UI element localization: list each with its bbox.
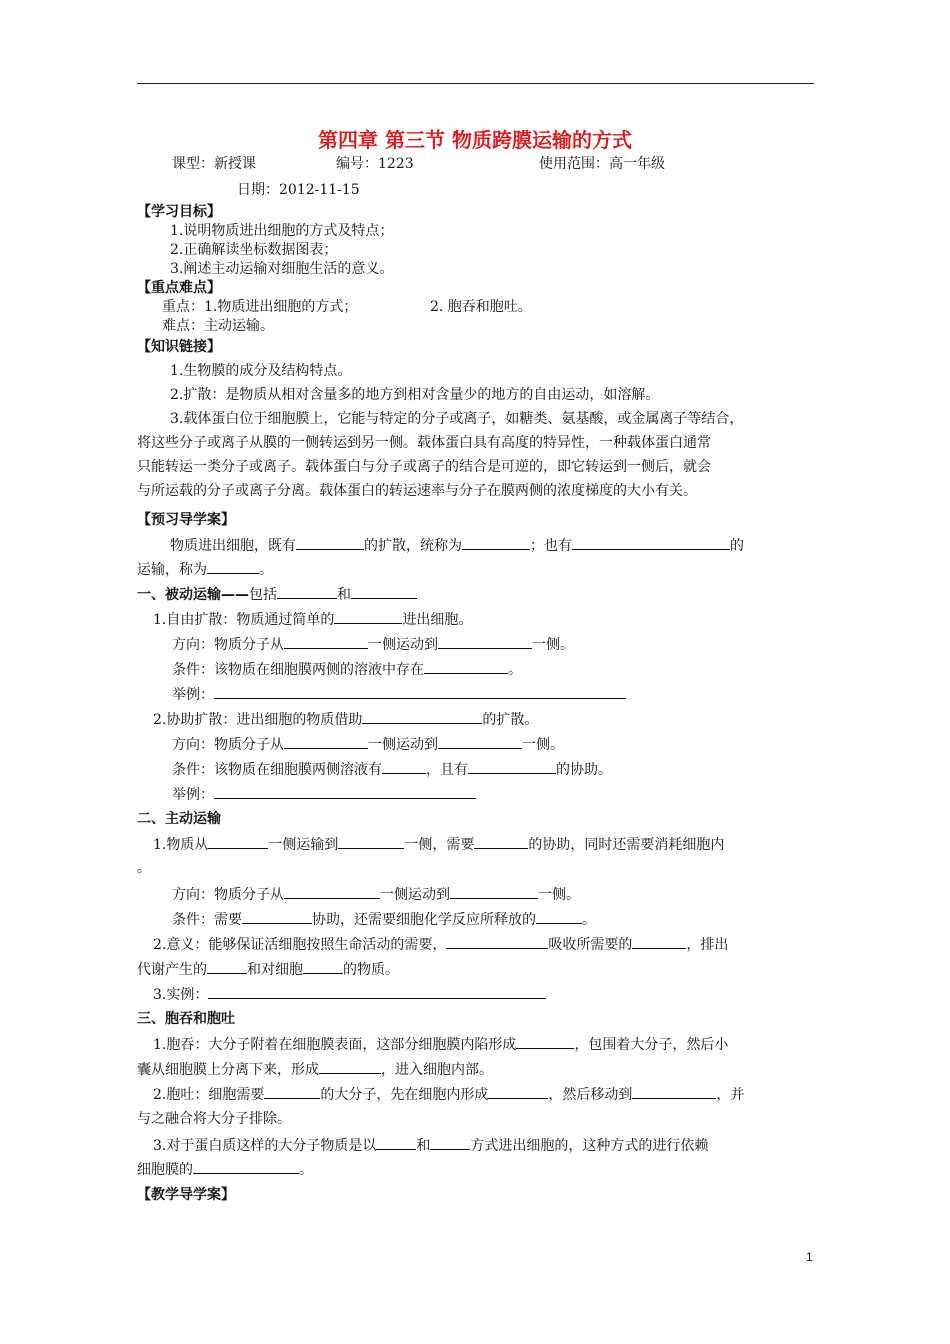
blank[interactable]	[376, 1136, 416, 1150]
active-text: 一侧。	[538, 887, 580, 903]
active-line	[153, 935, 728, 954]
passive-text: 1.自由扩散：物质通过简单的	[153, 612, 335, 628]
endo-text: 1.胞吞：大分子附着在细胞膜表面，这部分细胞膜内陷形成	[153, 1037, 517, 1053]
passive-text: 进出细胞。	[402, 612, 473, 628]
preview-line	[137, 560, 273, 579]
blank[interactable]	[214, 785, 476, 799]
blank[interactable]	[277, 585, 337, 599]
active-text: 3.实例：	[153, 987, 209, 1003]
link-text: 1.生物膜的成分及结构特点。	[170, 363, 352, 379]
blank[interactable]	[446, 935, 548, 949]
active-text: 2.意义：能够保证活细胞按照生命活动的需要，	[153, 937, 447, 953]
active-text: 吸收所需要的	[548, 937, 633, 953]
blank[interactable]	[284, 735, 368, 749]
preview-text: 物质进出细胞，既有	[170, 538, 296, 554]
passive-text: 一侧。	[522, 737, 564, 753]
passive-text: 举例：	[172, 687, 214, 703]
endo-text: ，包围着大分子，然后小	[574, 1037, 729, 1053]
blank[interactable]	[214, 685, 626, 699]
preview-text: ；也有	[530, 538, 572, 554]
passive-text: 。	[508, 662, 522, 678]
endo-text: 和	[416, 1138, 431, 1154]
passive-text: 一侧。	[532, 637, 574, 653]
endo-text: 方式进出细胞的，这种方式的进行依赖	[470, 1138, 709, 1154]
blank[interactable]	[474, 835, 528, 849]
header-rule	[137, 83, 814, 84]
endo-text: 的大分子，先在细胞内形成	[320, 1087, 489, 1103]
passive-line	[172, 785, 476, 804]
blank[interactable]	[284, 885, 380, 899]
endo-line	[153, 1136, 708, 1155]
active-text: 。	[582, 912, 596, 928]
endo-line	[137, 1060, 493, 1079]
blank[interactable]	[207, 960, 247, 974]
endo-text: 细胞膜的	[137, 1162, 193, 1178]
endo-text: 3.对于蛋白质这样的大分子物质是以	[153, 1138, 377, 1154]
blank[interactable]	[362, 710, 482, 724]
lesson-type: 课型：新授课	[172, 156, 256, 172]
blank[interactable]	[303, 960, 343, 974]
blank[interactable]	[351, 585, 417, 599]
endo-text: ，进入细胞内部。	[381, 1062, 493, 1078]
lesson-date: 日期：2012-11-15	[237, 182, 360, 198]
passive-text: ，且有	[426, 762, 468, 778]
endo-text: ，然后移动到	[548, 1087, 633, 1103]
active-line	[172, 910, 596, 929]
endo-line	[153, 1085, 744, 1104]
endo-text: 与之融合将大分子排除。	[137, 1111, 291, 1127]
passive-text: 一侧运动到	[368, 737, 438, 753]
active-text: 和对细胞	[247, 962, 303, 978]
preview-text: 的扩散，统称为	[364, 538, 462, 554]
passive-heading-line	[137, 585, 417, 604]
blank[interactable]	[207, 560, 259, 574]
blank[interactable]	[462, 536, 530, 550]
blank[interactable]	[264, 1085, 320, 1099]
section-heading-preview: 【预习导学案】	[137, 512, 235, 528]
endo-text: 2.胞吐：细胞需要	[153, 1087, 265, 1103]
blank[interactable]	[632, 935, 686, 949]
passive-text: 条件：该物质在细胞膜两侧的溶液中存在	[172, 662, 424, 678]
passive-text: 的扩散。	[482, 712, 539, 728]
passive-text: 和	[337, 587, 351, 603]
endo-text: 囊从细胞膜上分离下来，形成	[137, 1062, 319, 1078]
passive-text: 2.协助扩散：进出细胞的物质借助	[153, 712, 363, 728]
key-point: 重点：1.物质进出细胞的方式；	[162, 299, 358, 315]
blank[interactable]	[319, 1060, 381, 1074]
section-heading-keypoints: 【重点难点】	[137, 280, 221, 296]
active-text: 的协助，同时还需要消耗细胞内	[528, 837, 725, 853]
passive-line	[172, 660, 522, 679]
blank[interactable]	[382, 760, 426, 774]
passive-line	[153, 610, 472, 629]
endo-text: 。	[299, 1162, 313, 1178]
passive-line	[172, 760, 612, 779]
section-heading-active: 二、主动运输	[137, 811, 221, 827]
blank[interactable]	[208, 835, 268, 849]
section-heading-passive: 一、被动运输——	[137, 587, 249, 603]
active-text: 代谢产生的	[137, 962, 207, 978]
active-text: ，排出	[686, 937, 729, 953]
active-line	[153, 835, 724, 854]
blank[interactable]	[488, 1085, 548, 1099]
blank[interactable]	[208, 985, 546, 999]
active-text: 条件：需要	[172, 912, 242, 928]
active-line	[172, 885, 580, 904]
lesson-scope: 使用范围：高一年级	[539, 156, 665, 172]
active-text: 协助，还需要细胞化学反应所释放的	[312, 912, 536, 928]
passive-text: 的协助。	[556, 762, 612, 778]
link-text: 将这些分子或离子从膜的一侧转运到另一侧。载体蛋白具有高度的特异性，一种载体蛋白通常	[137, 435, 711, 451]
blank[interactable]	[516, 1035, 574, 1049]
blank[interactable]	[424, 660, 508, 674]
page-number: 1	[806, 1250, 813, 1264]
blank[interactable]	[572, 536, 730, 550]
passive-text: 包括	[249, 587, 277, 603]
endo-text: ，并	[716, 1087, 745, 1103]
preview-line	[170, 536, 744, 555]
key-point: 2. 胞吞和胞吐。	[430, 299, 532, 315]
blank[interactable]	[450, 885, 538, 899]
section-heading-endocytosis: 三、胞吞和胞吐	[137, 1011, 235, 1027]
active-text: 一侧运输到	[268, 837, 339, 853]
page-title: 第四章 第三节 物质跨膜运输的方式	[318, 128, 632, 152]
section-heading-teaching: 【教学导学案】	[137, 1187, 235, 1203]
preview-text: 的	[730, 538, 744, 554]
passive-text: 方向：物质分子从	[172, 637, 284, 653]
preview-text: 。	[259, 562, 273, 578]
passive-line	[172, 735, 564, 754]
passive-text: 方向：物质分子从	[172, 737, 284, 753]
goal-item: 1.说明物质进出细胞的方式及特点；	[170, 223, 394, 239]
blank[interactable]	[438, 635, 532, 649]
preview-text: 运输，称为	[137, 562, 207, 578]
blank[interactable]	[242, 910, 312, 924]
endo-line	[153, 1035, 728, 1054]
active-text: 方向：物质分子从	[172, 887, 284, 903]
blank[interactable]	[334, 610, 402, 624]
passive-text: 一侧运动到	[368, 637, 438, 653]
lesson-code: 编号：1223	[336, 156, 414, 172]
blank[interactable]	[468, 760, 556, 774]
active-line	[137, 960, 399, 979]
difficult-point: 难点：主动运输。	[162, 318, 274, 334]
blank[interactable]	[536, 910, 582, 924]
blank[interactable]	[284, 635, 368, 649]
link-text: 只能转运一类分子或离子。载体蛋白与分子或离子的结合是可逆的，即它转运到一侧后，就会	[137, 459, 711, 475]
passive-line	[172, 685, 626, 704]
link-text: 2.扩散：是物质从相对含量多的地方到相对含量少的地方的自由运动，如溶解。	[170, 387, 660, 403]
blank[interactable]	[438, 735, 522, 749]
active-line	[153, 985, 546, 1004]
passive-line	[172, 635, 574, 654]
blank[interactable]	[430, 1136, 470, 1150]
goal-item: 3.阐述主动运输对细胞生活的意义。	[170, 261, 394, 277]
active-text: 的物质。	[343, 962, 399, 978]
blank[interactable]	[338, 835, 404, 849]
passive-text: 条件：该物质在细胞膜两侧溶液有	[172, 762, 382, 778]
active-text: 一侧运动到	[380, 887, 450, 903]
active-text: 1.物质从	[153, 837, 209, 853]
active-text: 一侧，需要	[404, 837, 475, 853]
link-text: 与所运载的分子或离子分离。载体蛋白的转运速率与分子在膜两侧的浓度梯度的大小有关。	[137, 483, 697, 499]
link-text: 3.载体蛋白位于细胞膜上，它能与特定的分子或离子，如糖类、氨基酸，或金属离子等结合，	[170, 411, 744, 427]
active-text: 。	[137, 860, 151, 876]
blank[interactable]	[296, 536, 364, 550]
passive-line	[153, 710, 538, 729]
section-heading-goals: 【学习目标】	[137, 204, 221, 220]
blank[interactable]	[193, 1160, 299, 1174]
section-heading-links: 【知识链接】	[137, 339, 221, 355]
endo-line	[137, 1160, 313, 1179]
passive-text: 举例：	[172, 787, 214, 803]
goal-item: 2.正确解读坐标数据图表；	[170, 242, 338, 258]
blank[interactable]	[632, 1085, 716, 1099]
